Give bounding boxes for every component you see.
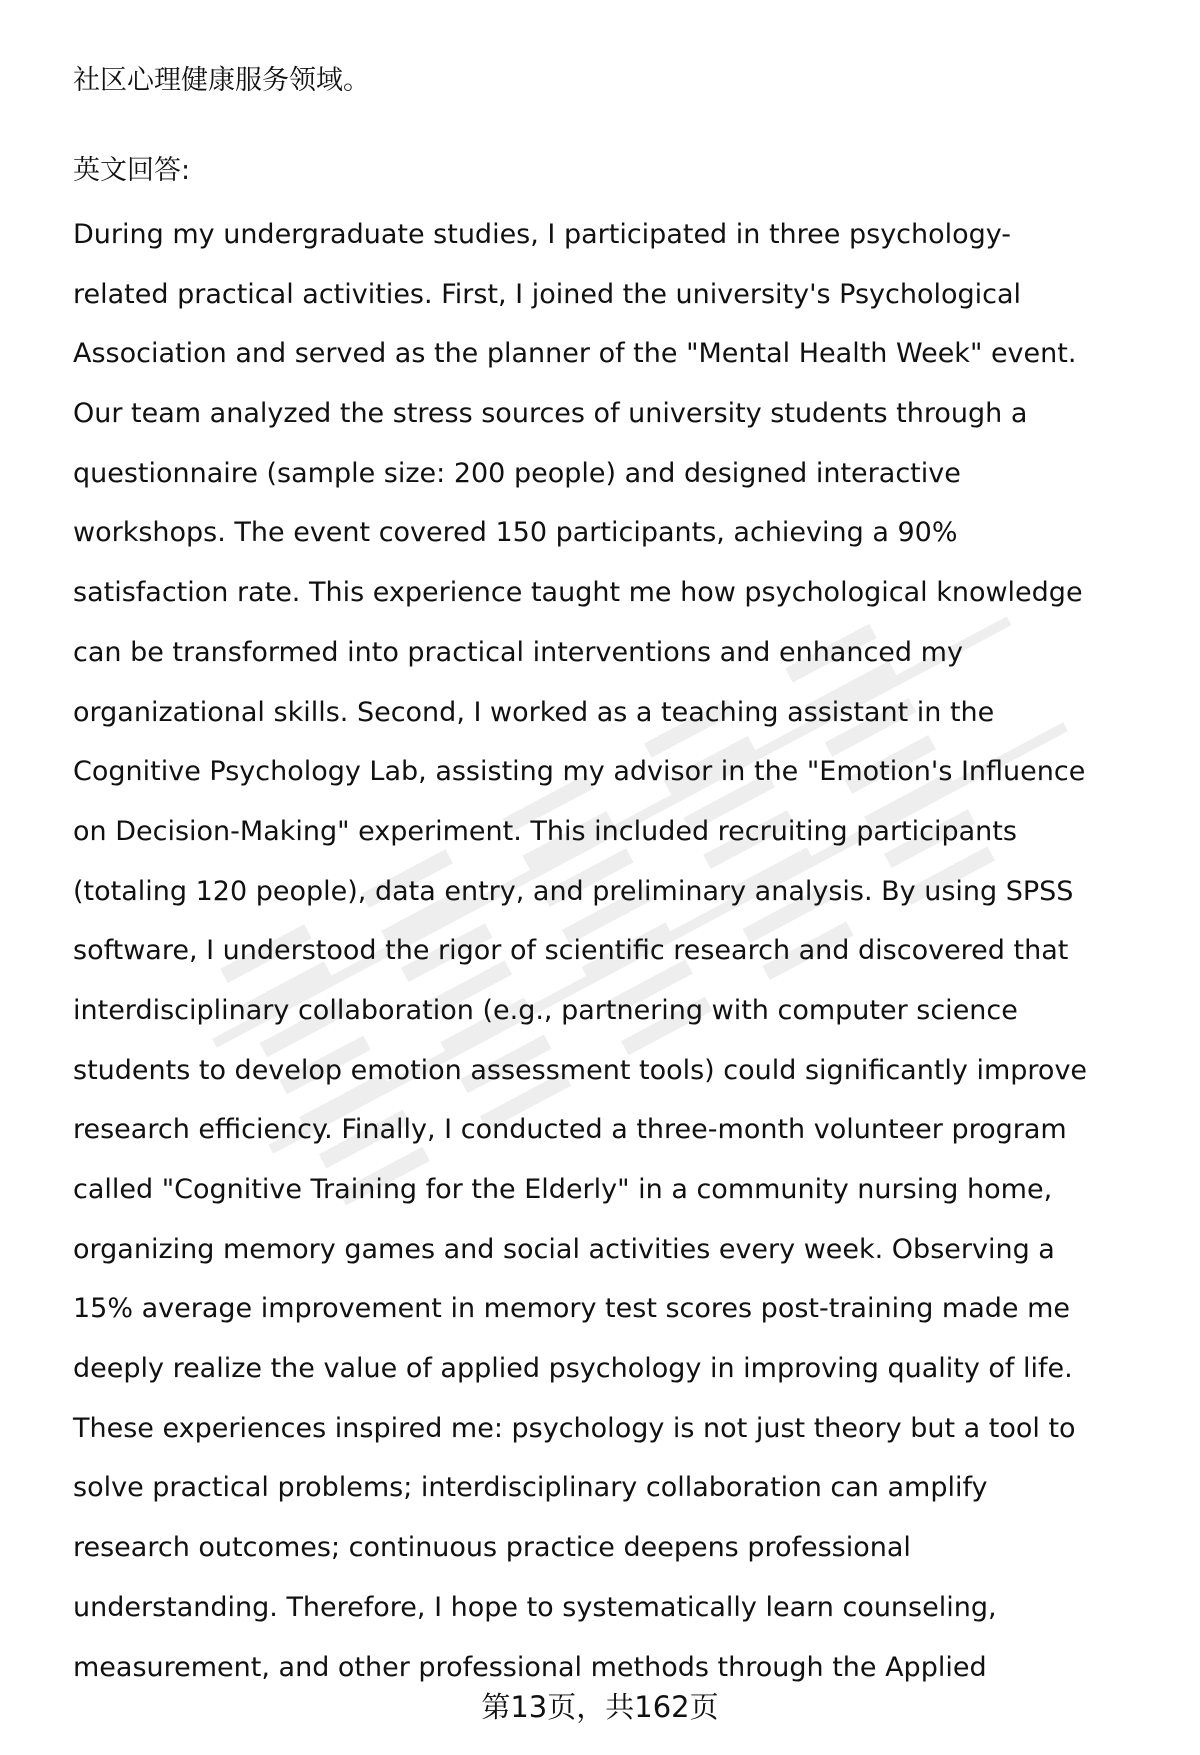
paragraph-line: organizational skills. Second, I worked as a teaching assistant in the — [73, 696, 995, 728]
paragraph-line: satisfaction rate. This experience taught me how psychological knowledge — [73, 577, 1083, 609]
paragraph-line: students to develop emotion assessment tools) could significantly improve — [73, 1054, 1088, 1086]
paragraph-line: During my undergraduate studies, I participated in three psychology- — [73, 219, 1012, 250]
paragraph-line: called "Cognitive Training for the Elderly" in a community nursing home, — [73, 1174, 1053, 1205]
paragraph-line: research outcomes; continuous practice deepens professional — [73, 1532, 911, 1564]
paragraph-line: These experiences inspired me: psychology is not just theory but a tool to — [73, 1412, 1076, 1444]
page-number-footer: 第13页，共162页 — [481, 1690, 719, 1724]
chinese-continuation-line: 社区心理健康服务领域。 — [73, 65, 370, 96]
paragraph-line: organizing memory games and social activities every week. Observing a — [73, 1233, 1055, 1265]
paragraph-line: questionnaire (sample size: 200 people) and designed interactive — [73, 457, 961, 489]
paragraph-line: solve practical problems; interdisciplinary collaboration can amplify — [73, 1472, 988, 1504]
english-answer-paragraph — [73, 205, 1143, 1697]
paragraph-line: on Decision-Making" experiment. This included recruiting participants — [73, 815, 1017, 847]
paragraph-line: research efficiency. Finally, I conducted a three-month volunteer program — [73, 1114, 1067, 1146]
paragraph-line: related practical activities. First, I joined the university's Psychological — [73, 278, 1022, 310]
answer-heading: 英文回答: — [73, 155, 191, 186]
paragraph-line: Our team analyzed the stress sources of university students through a — [73, 398, 1028, 430]
paragraph-line: Cognitive Psychology Lab, assisting my advisor in the "Emotion's Influence — [73, 756, 1086, 788]
paragraph-line: Association and served as the planner of the "Mental Health Week" event. — [73, 338, 1077, 370]
paragraph-line: can be transformed into practical interventions and enhanced my — [73, 636, 963, 668]
paragraph-line: (totaling 120 people), data entry, and preliminary analysis. By using SPSS — [73, 875, 1074, 907]
paragraph-line: measurement, and other professional methods through the Applied — [73, 1651, 987, 1683]
paragraph-line: software, I understood the rigor of scientific research and discovered that — [73, 935, 1069, 967]
paragraph-line: understanding. Therefore, I hope to systematically learn counseling, — [73, 1591, 997, 1623]
paragraph-line: 15% average improvement in memory test scores post-training made me — [73, 1293, 1071, 1325]
paragraph-line: workshops. The event covered 150 participants, achieving a 90% — [73, 517, 958, 549]
paragraph-line: interdisciplinary collaboration (e.g., partnering with computer science — [73, 994, 1018, 1026]
paragraph-line: deeply realize the value of applied psychology in improving quality of life. — [73, 1353, 1073, 1385]
